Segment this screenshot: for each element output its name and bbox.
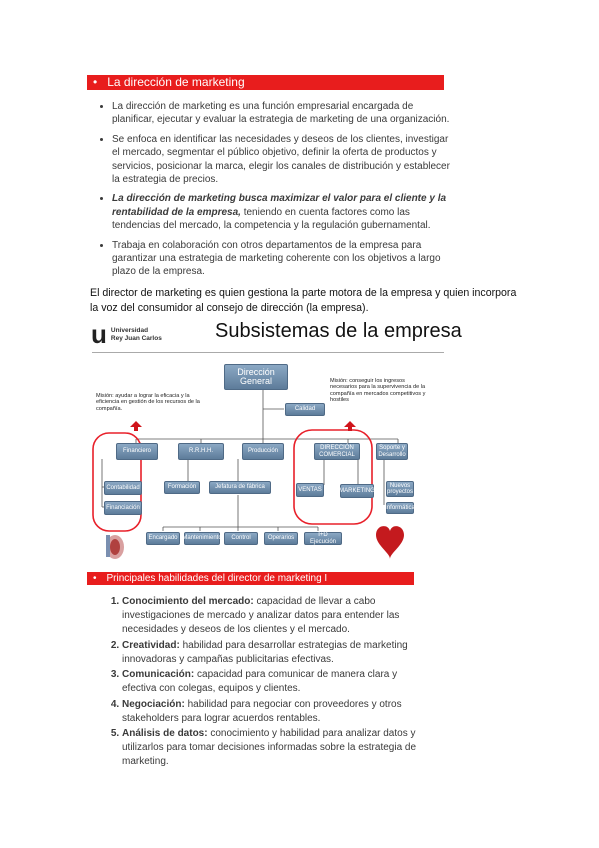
- box-informatica: Informática: [386, 502, 414, 514]
- list-item-text: Se enfoca en identificar las necesidades y deseos de los clientes, investigar el mercado, segmentar el público objetivo, definir la oferta de productos y servicios, posicionar la marca, elegir los canales de distribución y establecer la estrategia de precios.: [112, 133, 450, 186]
- body-paragraph: El director de marketing es quien gestiona la parte motora de la empresa y quien incorpora la voz del consumidor al consejo de dirección (la empresa).: [90, 287, 517, 314]
- box-direccion-general: Dirección General: [224, 364, 288, 390]
- box-calidad: Calidad: [285, 403, 325, 416]
- header-bullet: •: [93, 573, 97, 584]
- skill-description: habilidad para desarrollar estrategias de marketing innovadoras y campañas publicitarias efectivas.: [122, 639, 408, 665]
- box-produccion: Producción: [242, 443, 284, 460]
- section-title: Principales habilidades del director de marketing I: [106, 573, 328, 584]
- list-item: [122, 698, 418, 726]
- skill-description: capacidad para comunicar de manera clara y efectiva con colegas, equipos y clientes.: [122, 669, 398, 694]
- box-bottom-2: Mantenimiento: [184, 532, 220, 545]
- skill-description: habilidad para negociar con proveedores y otros stakeholders para lograr acuerdos rentables.: [122, 698, 402, 724]
- list-item: [112, 133, 457, 187]
- header-bullet: •: [93, 75, 98, 89]
- skill-name: Análisis de datos:: [122, 728, 208, 739]
- university-logo: [91, 319, 162, 349]
- figure-divider: [92, 352, 444, 353]
- skill-name: Creatividad:: [122, 639, 180, 651]
- section-header-direccion: [87, 75, 444, 90]
- skill-name: Comunicación:: [122, 669, 195, 680]
- marketing-bullet-list: [96, 100, 457, 285]
- box-rrhh: R.R.H.H.: [178, 443, 224, 460]
- box-contabilidad: Contabilidad: [104, 481, 142, 495]
- box-financiero: Financiero: [116, 443, 158, 460]
- figure-title: Subsistemas de la empresa: [215, 320, 462, 342]
- logo-text: [111, 327, 162, 342]
- box-jefatura: Jefatura de fábrica: [209, 481, 271, 494]
- box-bottom-5: I+D Ejecución: [304, 532, 342, 545]
- skill-description: conocimiento y habilidad para analizar datos y utilizarlos para tomar decisiones informadas sobre la estrategia de marketing.: [122, 728, 417, 767]
- logo-line-1: Universidad: [110, 327, 149, 334]
- box-financiacion: Financiación: [104, 501, 142, 515]
- skill-name: Conocimiento del mercado:: [122, 596, 254, 607]
- box-nuevos-proyectos: Nuevos proyectos: [387, 482, 414, 495]
- box-formacion: Formación: [164, 481, 200, 494]
- box-soporte-desarrollo: Soporte y Desarrollo: [376, 443, 408, 460]
- list-item-text: teniendo en cuenta factores como las tendencias del mercado, la competencia y la regulación gubernamental.: [112, 206, 431, 232]
- section-header-habilidades: [87, 572, 414, 585]
- list-item: [112, 192, 457, 232]
- list-item-text: Trabaja en colaboración con otros departamentos de la empresa para garantizar una estrategia de marketing coherente con los objetivos a largo plazo de la empresa.: [112, 239, 441, 278]
- box-ventas: VENTAS: [296, 483, 324, 497]
- box-bottom-4: Operarios: [264, 532, 298, 545]
- list-item-text: La dirección de marketing es una función empresarial encargada de planificar, ejecutar y evaluar la estrategia de marketing de una organización.: [112, 101, 450, 126]
- list-item: [122, 727, 418, 769]
- list-item-emphasis: La dirección de marketing busca maximizar el valor para el cliente y la rentabilidad de la empresa,: [112, 193, 447, 218]
- box-marketing: MARKETING: [340, 484, 374, 498]
- skill-description: capacidad de llevar a cabo investigaciones de mercado y analizar datos para entender las necesidades y deseos de los clientes y el mercado.: [122, 596, 400, 635]
- list-item: [122, 595, 418, 637]
- box-direccion-comercial: DIRECCIÓN COMERCIAL: [314, 443, 360, 460]
- box-bottom-3: Control: [224, 532, 258, 545]
- box-bottom-1: Encargado: [146, 532, 180, 545]
- skill-name: Negociación:: [122, 698, 185, 710]
- mision-left-text: Misión: ayudar a lograr la eficacia y la eficiencia en gestión de los recursos de la compañía.: [96, 393, 200, 412]
- logo-letter: u: [91, 319, 107, 349]
- mision-right-text: Misión: conseguir los ingresos necesarios para la supervivencia de la compañía en mercados competitivos y hostiles: [330, 378, 426, 404]
- logo-line-2: Rey Juan Carlos: [110, 334, 162, 342]
- list-item: [112, 239, 457, 279]
- list-item: [122, 639, 418, 667]
- list-item: [122, 668, 418, 696]
- list-item: [112, 100, 457, 127]
- skills-numbered-list: [108, 595, 418, 771]
- section-title: La dirección de marketing: [107, 75, 245, 89]
